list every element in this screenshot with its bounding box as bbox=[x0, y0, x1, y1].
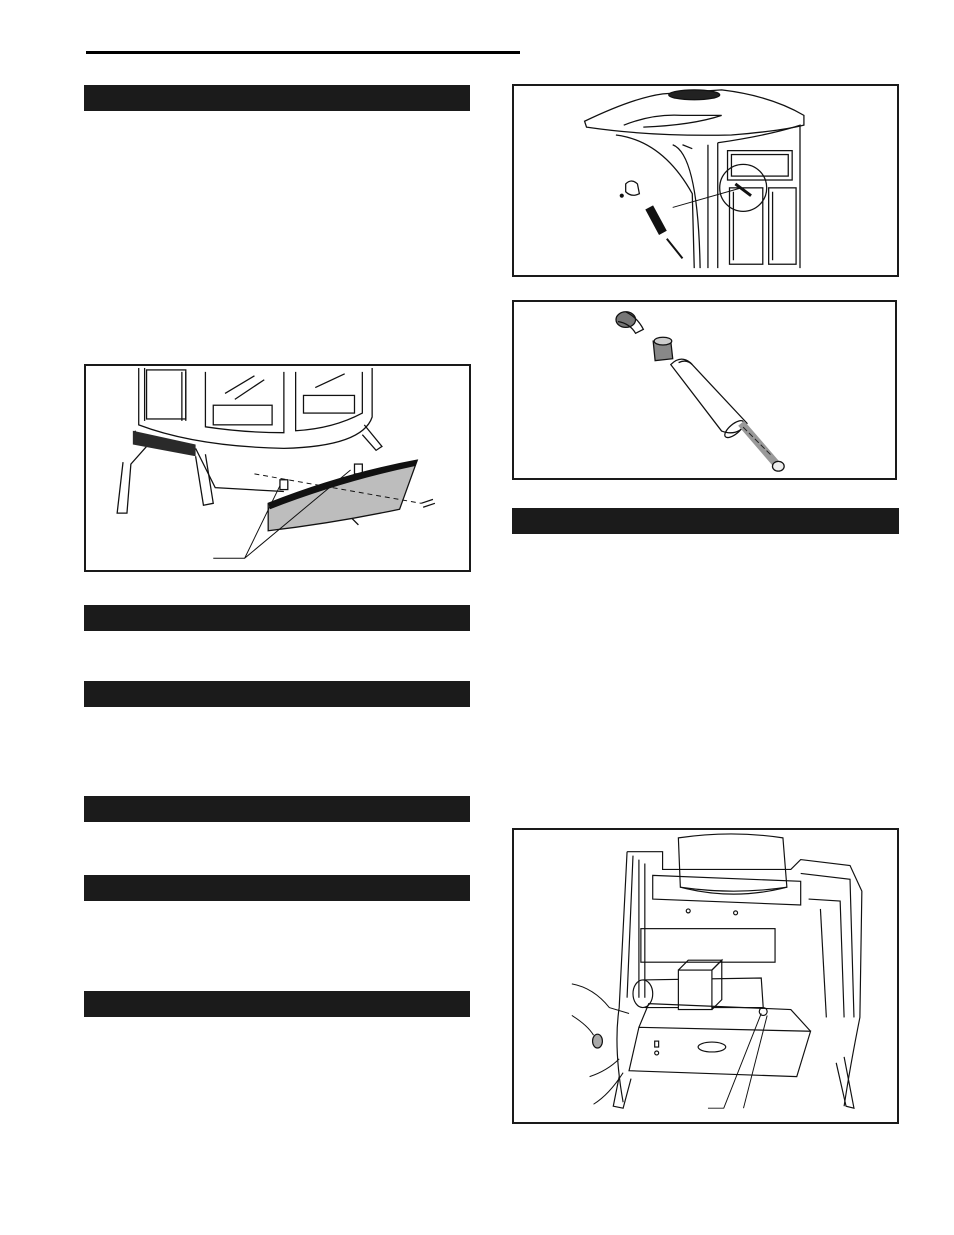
section-bar-4 bbox=[84, 796, 470, 822]
figure-ash-lip bbox=[84, 364, 471, 572]
blower-drawing bbox=[514, 830, 897, 1122]
section-bar-7 bbox=[512, 508, 899, 534]
section-bar-6 bbox=[84, 991, 470, 1017]
figure-handle-on-stove bbox=[512, 84, 899, 277]
section-bar-3 bbox=[84, 681, 470, 707]
ash-lip-drawing bbox=[86, 366, 469, 570]
header-rule bbox=[86, 51, 520, 54]
section-bar-1 bbox=[84, 85, 470, 111]
figure-blower-underside bbox=[512, 828, 899, 1124]
section-bar-2 bbox=[84, 605, 470, 631]
section-bar-5 bbox=[84, 875, 470, 901]
handle-exploded-drawing bbox=[514, 302, 895, 478]
figure-handle-exploded bbox=[512, 300, 897, 480]
handle-stove-drawing bbox=[514, 86, 897, 275]
